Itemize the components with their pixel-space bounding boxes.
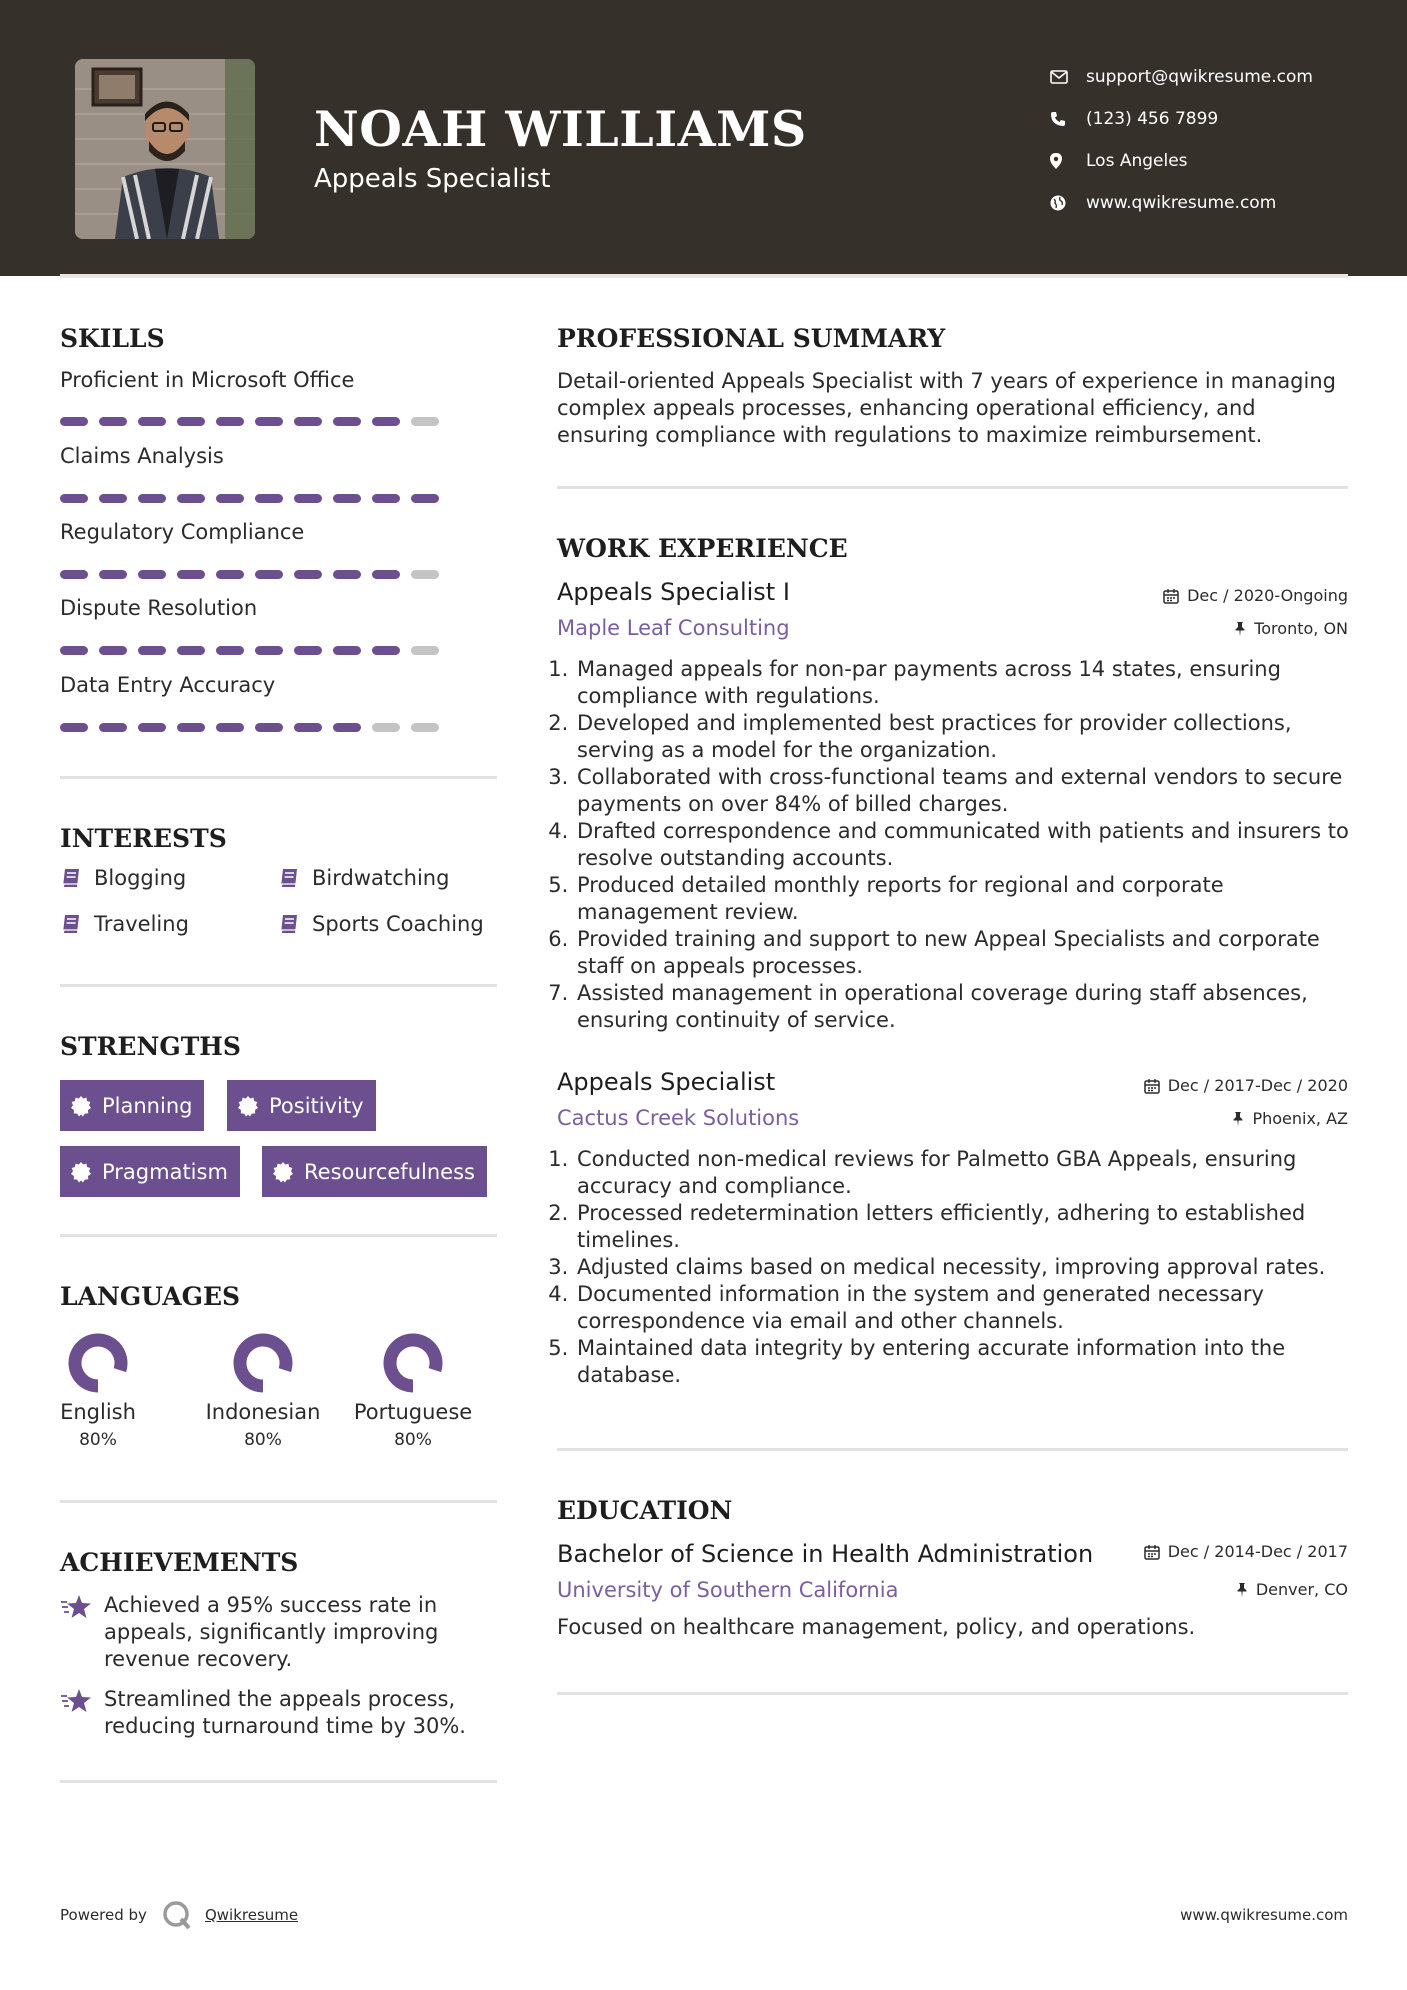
brand-link[interactable]: Qwikresume [204,1906,299,1924]
star-icon [60,1688,92,1714]
strengths-title: STRENGTHS [60,1032,241,1061]
job-date [1163,586,1348,605]
responsibility-item: 6. Provided training and support to new Appeal Specialists and corporate staff on appeals processes. [575,926,1357,980]
responsibility-item: 5. Produced detailed monthly reports for regional and corporate management review. [575,872,1357,926]
language-item [188,1330,338,1450]
skill-label: Dispute Resolution [60,596,258,620]
profile-photo [75,59,255,239]
rating-dot-empty [411,417,439,426]
pushpin-icon [1236,1582,1248,1598]
envelope-icon [1050,70,1086,84]
section-divider [557,1448,1348,1451]
interest-label: Blogging [94,866,187,890]
summary-title: PROFESSIONAL SUMMARY [557,324,946,353]
job-title: Appeals Specialist [557,1068,776,1096]
rating-dot-filled [60,570,88,579]
rating-dot-filled [177,417,205,426]
rating-dot-filled [372,570,400,579]
candidate-title: Appeals Specialist [314,164,551,194]
responsibility-item: 2. Processed redetermination letters efficiently, adhering to established timelines. [575,1200,1357,1254]
job-date-text: Dec / 2020-Ongoing [1187,586,1348,605]
responsibility-item: 1. Conducted non-medical reviews for Palmetto GBA Appeals, ensuring accuracy and compliance. [575,1146,1357,1200]
calendar-icon [1144,1078,1160,1094]
rating-dot-filled [177,570,205,579]
rating-dot-filled [138,723,166,732]
interest-label: Traveling [94,912,189,936]
languages-title: LANGUAGES [60,1282,241,1311]
strength-label: Resourcefulness [304,1159,475,1184]
rating-dot-empty [411,723,439,732]
rating-dot-filled [60,646,88,655]
badge-icon [70,1161,92,1183]
job-responsibilities [557,1146,1357,1389]
powered-by-text: Powered by [60,1906,147,1924]
school-name: University of Southern California [557,1578,899,1602]
skill-rating [60,417,439,426]
rating-dot-filled [294,723,322,732]
book-icon [60,867,82,889]
section-divider [60,984,497,987]
pushpin-icon [1232,1111,1244,1127]
footer-website[interactable]: www.qwikresume.com [1180,1906,1348,1924]
section-divider [60,1500,497,1503]
strength-chip [262,1146,487,1197]
responsibility-item: 2. Developed and implemented best practices for provider collections, serving as a model for the organization. [575,710,1357,764]
badge-icon [272,1161,294,1183]
strength-chip [227,1080,376,1131]
rating-dot-filled [333,723,361,732]
rating-dot-filled [60,417,88,426]
language-name: Indonesian [205,1400,321,1424]
skill-label: Claims Analysis [60,444,224,468]
calendar-icon [1163,588,1179,604]
rating-dot-filled [216,417,244,426]
responsibility-item: 4. Drafted correspondence and communicated with patients and insurers to resolve outstanding accounts. [575,818,1357,872]
rating-dot-filled [138,570,166,579]
skills-title: SKILLS [60,324,165,353]
rating-dot-filled [99,570,127,579]
job-company: Maple Leaf Consulting [557,616,790,640]
rating-dot-filled [138,494,166,503]
education-title: EDUCATION [557,1496,733,1525]
skill-label: Regulatory Compliance [60,520,305,544]
contact-phone[interactable] [1050,98,1313,140]
rating-dot-filled [177,723,205,732]
rating-dot-filled [333,494,361,503]
section-divider [60,1234,497,1237]
rating-dot-filled [294,570,322,579]
contact-location-text: Los Angeles [1086,151,1188,171]
degree-title: Bachelor of Science in Health Administration [557,1540,1094,1568]
responsibility-item: 1. Managed appeals for non-par payments across 14 states, ensuring compliance with regulations. [575,656,1357,710]
responsibility-item: 7. Assisted management in operational coverage during staff absences, ensuring continuity of service. [575,980,1357,1034]
language-progress-ring [65,1330,131,1396]
interest-item [60,912,189,936]
skill-label: Data Entry Accuracy [60,673,276,697]
job-location-text: Toronto, ON [1254,619,1348,638]
language-name: English [60,1400,136,1424]
interest-item [278,912,484,936]
footer-branding [60,1899,298,1931]
rating-dot-filled [333,570,361,579]
job-date-text: Dec / 2017-Dec / 2020 [1167,1076,1348,1095]
achievement-text: Streamlined the appeals process, reducing turnaround time by 30%. [104,1687,466,1738]
job-company: Cactus Creek Solutions [557,1106,800,1130]
job-title: Appeals Specialist I [557,578,790,606]
job-responsibilities [557,656,1357,1034]
rating-dot-filled [177,494,205,503]
job-location-text: Phoenix, AZ [1252,1109,1348,1128]
rating-dot-filled [99,723,127,732]
rating-dot-filled [255,723,283,732]
rating-dot-filled [333,417,361,426]
rating-dot-filled [216,723,244,732]
skill-rating [60,646,439,655]
skill-label: Proficient in Microsoft Office [60,368,355,392]
phone-icon [1050,111,1086,127]
experience-title: WORK EXPERIENCE [557,534,848,563]
language-percent: 80% [79,1430,117,1450]
education-description: Focused on healthcare management, policy, and operations. [557,1615,1196,1639]
strength-label: Positivity [269,1093,364,1118]
book-icon [278,867,300,889]
strength-chip [60,1080,204,1131]
responsibility-item: 3. Collaborated with cross-functional teams and external vendors to secure payments on over 84% of billed charges. [575,764,1357,818]
contact-email-text: support@qwikresume.com [1086,67,1313,87]
rating-dot-filled [138,417,166,426]
rating-dot-filled [372,417,400,426]
language-item [23,1330,173,1450]
education-date-text: Dec / 2014-Dec / 2017 [1167,1542,1348,1561]
interest-label: Sports Coaching [312,912,484,936]
rating-dot-filled [255,570,283,579]
rating-dot-filled [294,646,322,655]
rating-dot-filled [255,494,283,503]
job-location [1232,1109,1348,1128]
job-location [1234,619,1348,638]
rating-dot-filled [138,646,166,655]
rating-dot-filled [294,417,322,426]
education-date [1144,1542,1348,1561]
language-name: Portuguese [353,1400,473,1424]
book-icon [60,913,82,935]
contact-website[interactable] [1050,182,1313,224]
rating-dot-empty [411,570,439,579]
section-divider [60,776,497,779]
education-location [1236,1580,1348,1599]
job-date [1144,1076,1348,1095]
rating-dot-empty [372,723,400,732]
pushpin-icon [1234,621,1246,637]
strength-label: Pragmatism [102,1159,228,1184]
contact-list [1050,56,1313,224]
skill-rating [60,570,439,579]
contact-email[interactable] [1050,56,1313,98]
map-pin-icon [1050,153,1086,169]
rating-dot-filled [60,723,88,732]
responsibility-item: 4. Documented information in the system and generated necessary correspondence via email and other channels. [575,1281,1357,1335]
rating-dot-filled [333,646,361,655]
rating-dot-filled [372,646,400,655]
qwikresume-logo-icon [161,1899,193,1931]
contact-location [1050,140,1313,182]
rating-dot-filled [372,494,400,503]
book-icon [278,913,300,935]
rating-dot-filled [255,417,283,426]
language-progress-ring [380,1330,446,1396]
rating-dot-filled [177,646,205,655]
interest-label: Birdwatching [312,866,450,890]
rating-dot-filled [99,646,127,655]
interests-title: INTERESTS [60,824,227,853]
globe-icon [1050,195,1086,211]
achievement-text: Achieved a 95% success rate in appeals, significantly improving revenue recovery. [104,1593,439,1671]
contact-website-text: www.qwikresume.com [1086,193,1277,213]
contact-phone-text: (123) 456 7899 [1086,109,1219,129]
skill-rating [60,723,439,732]
strength-chip [60,1146,240,1197]
rating-dot-filled [216,494,244,503]
responsibility-item: 3. Adjusted claims based on medical necessity, improving approval rates. [575,1254,1357,1281]
education-location-text: Denver, CO [1255,1580,1348,1599]
rating-dot-filled [255,646,283,655]
achievement-item [60,1592,504,1673]
rating-dot-filled [99,494,127,503]
strength-label: Planning [102,1093,193,1118]
profile-photo-image [75,59,255,239]
language-progress-ring [230,1330,296,1396]
rating-dot-filled [411,494,439,503]
header [0,0,1407,276]
rating-dot-empty [411,646,439,655]
badge-icon [237,1095,259,1117]
achievements-title: ACHIEVEMENTS [60,1548,299,1577]
interest-item [60,866,186,890]
calendar-icon [1144,1544,1160,1560]
section-divider [557,1692,1348,1695]
summary-text: Detail-oriented Appeals Specialist with 7 years of experience in managing complex appeals processes, enhancing operational efficiency, and ensuring compliance with regulations to maximize reimbursement. [557,369,1336,447]
rating-dot-filled [216,570,244,579]
interest-item [278,866,449,890]
language-percent: 80% [244,1430,282,1450]
star-icon [60,1594,92,1620]
language-item [338,1330,488,1450]
rating-dot-filled [60,494,88,503]
achievement-item [60,1686,504,1740]
badge-icon [70,1095,92,1117]
responsibility-item: 5. Maintained data integrity by entering accurate information into the database. [575,1335,1357,1389]
header-divider [60,274,1348,278]
language-percent: 80% [394,1430,432,1450]
section-divider [60,1780,497,1783]
rating-dot-filled [216,646,244,655]
rating-dot-filled [99,417,127,426]
candidate-name: NOAH WILLIAMS [314,100,807,158]
section-divider [557,486,1348,489]
rating-dot-filled [294,494,322,503]
skill-rating [60,494,439,503]
